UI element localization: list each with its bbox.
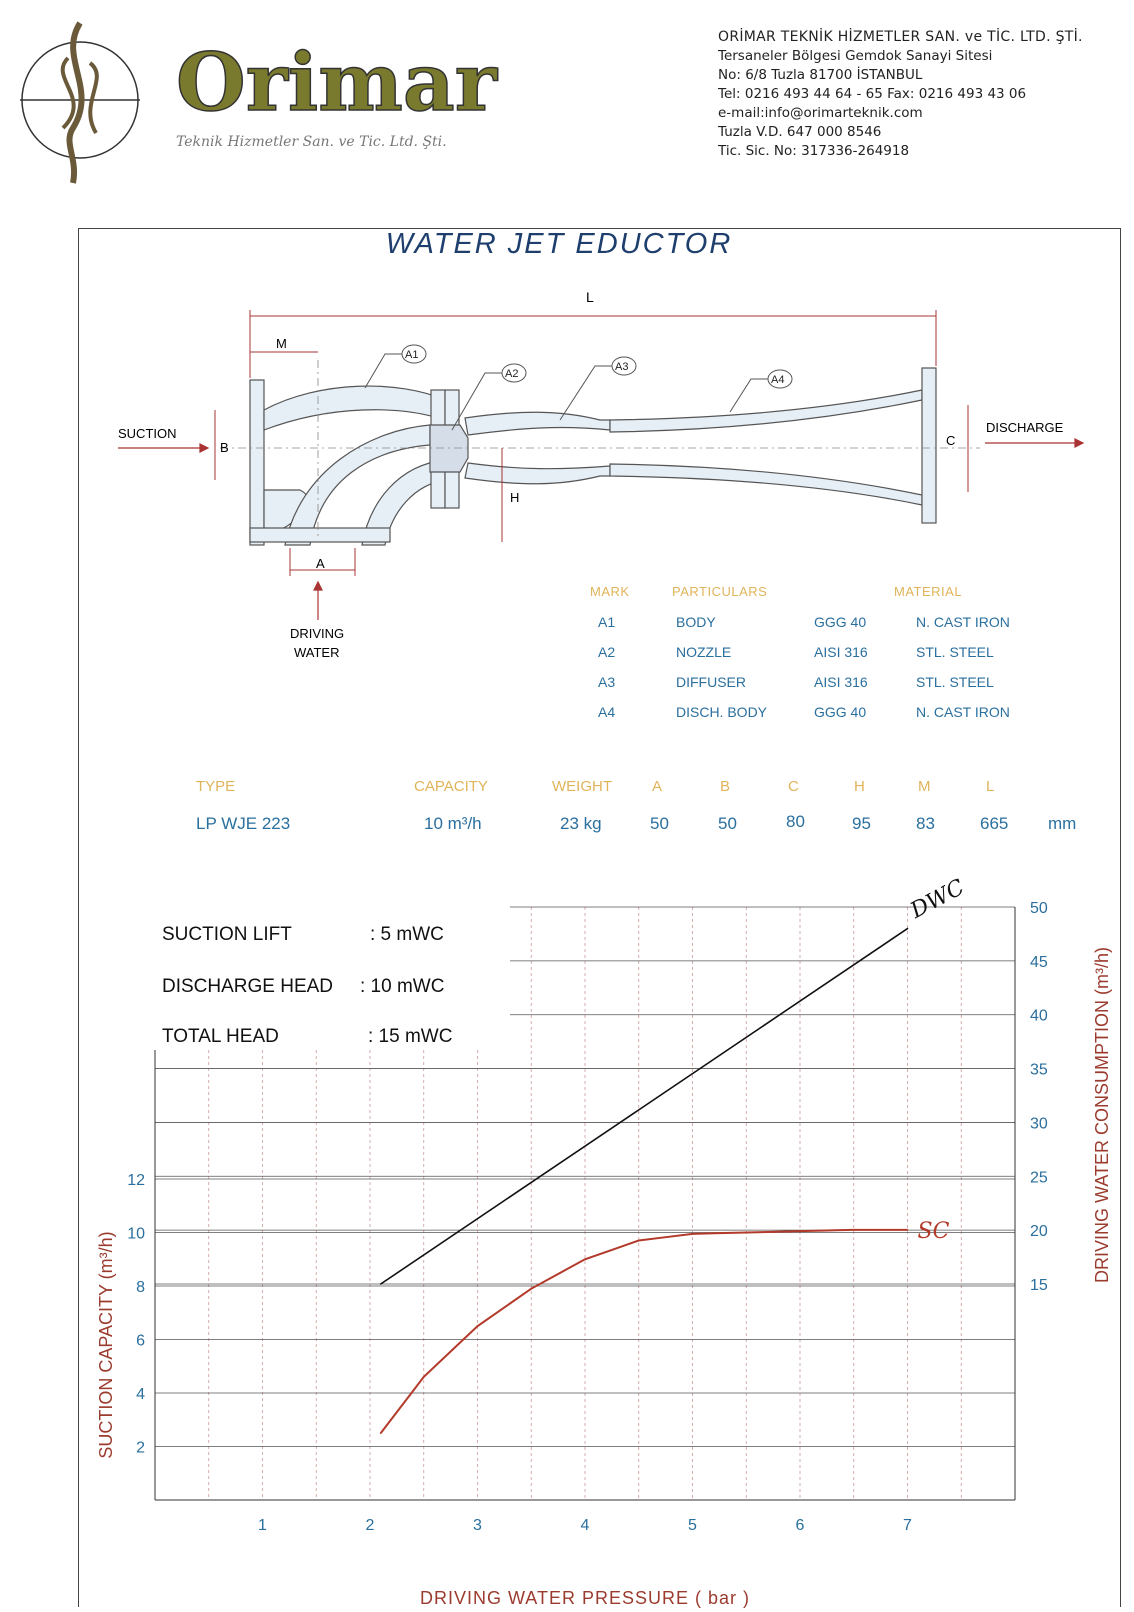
part-grade: GGG 40 [814, 704, 867, 720]
data-point-sc [477, 1325, 479, 1327]
part-grade: AISI 316 [814, 674, 868, 690]
series-label-dwc: DWC [906, 874, 969, 924]
part-particular: DISCH. BODY [676, 704, 768, 720]
driving-water-label-1: DRIVING [290, 626, 345, 641]
data-point-sc [423, 1376, 425, 1378]
dim-c-label: C [946, 433, 956, 448]
y-right-axis-title: DRIVING WATER CONSUMPTION (m³/h) [1092, 947, 1112, 1283]
data-point-sc [638, 1240, 640, 1242]
suction-label: SUCTION [118, 426, 177, 441]
chart-grid [155, 907, 1015, 1500]
condition-value: : 5 mWC [370, 924, 444, 945]
y-left-tick-label: 4 [136, 1386, 145, 1403]
x-tick-label: 5 [688, 1517, 697, 1534]
part-material: N. CAST IRON [916, 704, 1010, 720]
y-right-tick-label: 50 [1030, 900, 1048, 917]
phone-fax: Tel: 0216 493 44 64 - 65 Fax: 0216 493 43 06 [718, 86, 1027, 102]
spec-h: 95 [852, 814, 871, 833]
spec-capacity: 10 m³/h [424, 814, 482, 833]
discharge-label: DISCHARGE [986, 420, 1064, 435]
dim-m-label: M [276, 336, 287, 351]
y-right-tick-label: 30 [1030, 1115, 1048, 1133]
x-tick-label: 7 [903, 1517, 912, 1534]
part-grade: AISI 316 [814, 644, 868, 660]
spec-header-c: C [788, 778, 799, 795]
address-line-2: No: 6/8 Tuzla 81700 İSTANBUL [718, 67, 923, 83]
data-point-sc [692, 1233, 694, 1235]
spec-header-capacity: CAPACITY [414, 778, 488, 795]
spec-header-b: B [720, 778, 731, 795]
y-right-tick-label: 40 [1030, 1007, 1048, 1025]
data-point-dwc [380, 1283, 382, 1285]
email: e-mail:info@orimarteknik.com [718, 105, 923, 121]
condition-value: : 10 mWC [360, 976, 445, 997]
spec-type: LP WJE 223 [196, 814, 291, 833]
data-point-sc [907, 1229, 909, 1231]
trade-registry: Tic. Sic. No: 317336-264918 [718, 143, 910, 159]
condition-label: DISCHARGE HEAD [162, 976, 334, 997]
logo-wordmark: Orimar [176, 35, 497, 129]
logo-subtitle: Teknik Hizmetler San. ve Tic. Ltd. Şti. [176, 134, 447, 150]
y-left-tick-label: 12 [127, 1172, 145, 1189]
part-mark: A3 [598, 674, 616, 690]
dim-b-label: B [220, 440, 229, 455]
condition-label: SUCTION LIFT [162, 924, 292, 945]
part-mark: A1 [598, 614, 616, 630]
spec-header-weight: WEIGHT [552, 778, 612, 795]
x-tick-label: 2 [365, 1517, 375, 1534]
condition-value: : 15 mWC [368, 1026, 453, 1047]
x-tick-label: 6 [795, 1517, 805, 1534]
parts-header-mark: MARK [590, 584, 630, 599]
part-particular: NOZZLE [676, 644, 732, 660]
spec-b: 50 [718, 814, 737, 833]
part-material: N. CAST IRON [916, 614, 1010, 630]
y-left-tick-label: 6 [136, 1332, 145, 1350]
y-right-tick-label: 35 [1030, 1061, 1048, 1079]
spec-header-l: L [986, 778, 995, 795]
spec-m: 83 [916, 814, 935, 833]
part-material: STL. STEEL [916, 644, 994, 660]
part-particular: DIFFUSER [676, 674, 746, 690]
parts-header-material: MATERIAL [894, 584, 963, 599]
callout-a3: A3 [615, 361, 629, 373]
dim-a-label: A [316, 556, 325, 571]
data-point-sc [530, 1288, 532, 1290]
dim-l-label: L [586, 289, 594, 305]
x-tick-label: 3 [473, 1517, 482, 1534]
y-left-tick-label: 8 [136, 1279, 145, 1296]
y-right-tick-label: 45 [1030, 953, 1048, 971]
x-tick-label: 1 [258, 1517, 267, 1534]
company-name: ORİMAR TEKNİK HİZMETLER SAN. ve TİC. LTD. ŞTİ. [718, 29, 1083, 45]
series-label-sc: SC [917, 1218, 950, 1244]
callout-a4: A4 [771, 374, 785, 386]
dim-h-label: H [510, 490, 520, 505]
spec-header-m: M [918, 778, 931, 795]
y-right-tick-label: 25 [1030, 1169, 1048, 1187]
data-point-sc [584, 1258, 586, 1260]
callout-a2: A2 [505, 368, 519, 380]
x-axis-title: DRIVING WATER PRESSURE ( bar ) [419, 1588, 751, 1608]
tax-office: Tuzla V.D. 647 000 8546 [718, 124, 882, 140]
y-right-tick-label: 20 [1030, 1223, 1048, 1241]
part-grade: GGG 40 [814, 614, 867, 630]
page-title: WATER JET EDUCTOR [385, 228, 733, 260]
condition-label: TOTAL HEAD [162, 1026, 279, 1047]
data-point-sc [799, 1230, 801, 1232]
spec-unit: mm [1048, 814, 1077, 833]
part-particular: BODY [676, 614, 716, 630]
part-mark: A4 [598, 704, 616, 720]
y-left-axis-title: SUCTION CAPACITY (m³/h) [96, 1231, 116, 1459]
address-line-1: Tersaneler Bölgesi Gemdok Sanayi Sitesi [718, 48, 993, 64]
spec-l: 665 [980, 814, 1009, 833]
spec-weight: 23 kg [560, 814, 602, 833]
spec-a: 50 [650, 814, 669, 833]
part-material: STL. STEEL [916, 674, 994, 690]
spec-header-type: TYPE [196, 778, 236, 795]
data-point-dwc [907, 928, 909, 930]
spec-c: 80 [786, 812, 805, 831]
series-line-sc [381, 1230, 908, 1433]
part-mark: A2 [598, 644, 616, 660]
y-left-tick-label: 2 [136, 1439, 145, 1457]
spec-header-h: H [854, 778, 865, 795]
data-point-sc [853, 1229, 855, 1231]
callout-a1: A1 [405, 349, 419, 361]
driving-water-label-2: WATER [294, 645, 340, 660]
parts-header-particulars: PARTICULARS [672, 584, 768, 599]
spec-header-a: A [652, 778, 663, 795]
data-point-sc [380, 1432, 382, 1434]
x-tick-label: 4 [580, 1517, 590, 1534]
y-right-tick-label: 15 [1030, 1277, 1048, 1294]
y-left-tick-label: 10 [127, 1225, 145, 1243]
data-point-sc [745, 1232, 747, 1234]
